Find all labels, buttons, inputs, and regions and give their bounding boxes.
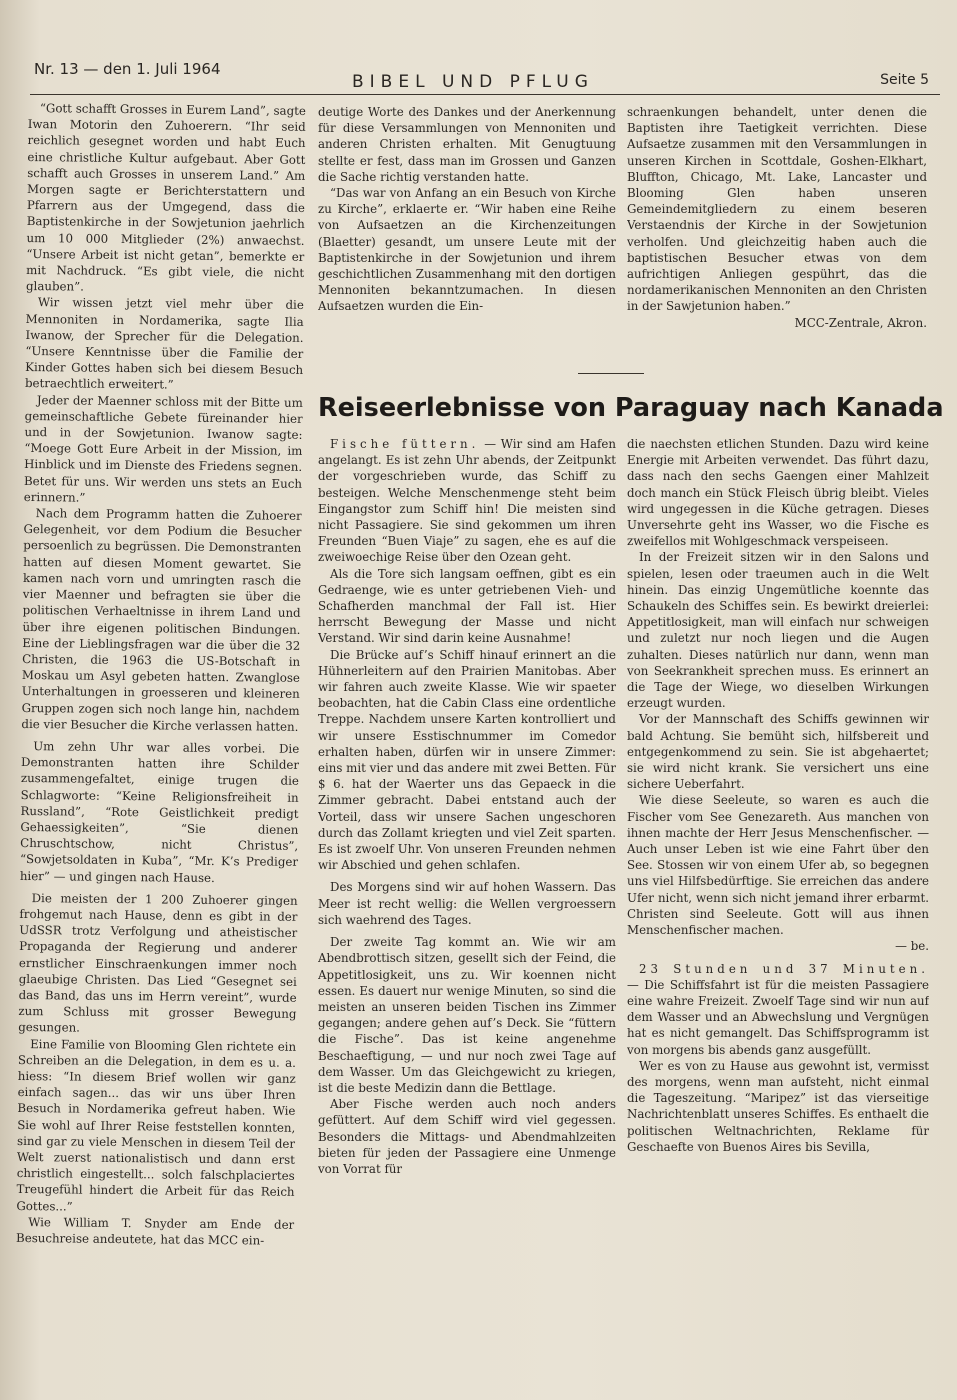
paragraph: Wer es von zu Hause aus gewohnt ist, vermisst des morgens, wenn man aufsteht, nicht einmal die Tageszeitung. “Maripez” ist das vierseitige Nachrichtenblatt unseres Schiffes. Es enthaelt die politischen Weltnachrichten, Reklame für Geschaefte von Buenos Aires bis Sevilla, — [627, 1058, 929, 1154]
article-separator — [578, 373, 644, 374]
page-number: Seite 5 — [880, 72, 929, 88]
paragraph: In der Freizeit sitzen wir in den Salons und spielen, lesen oder traeumen auch in die Welt hinein. Das einzig Ungemütliche koennte das Schaukeln des Schiffes sein. Es bewirkt dreierlei: Appetitlosigkeit, man will einfach nur schweigen und zuletzt nur noch liegen und die Augen zuhalten. Dieses natürlich nur dann, wenn man von Seekrankheit sprechen muss. Es erinnert an die Tage der Wiege, wo dieselben Wirkungen erzeugt wurden. — [627, 550, 929, 711]
article-headline: Reiseerlebnisse von Paraguay nach Kanada — [318, 393, 944, 423]
column-4 — [318, 436, 616, 1396]
newspaper-title: BIBEL UND PFLUG — [352, 72, 594, 92]
header-rule — [30, 94, 940, 95]
paragraph: Wie William T. Snyder am Ende der Besuchreise andeutete, hat das MCC ein- — [16, 1214, 295, 1248]
column-3 — [627, 104, 927, 364]
paragraph: Des Morgens sind wir auf hohen Wassern. Das Meer ist recht wellig: die Wellen vergroessern sich waehrend des Tages. — [318, 880, 616, 927]
column-1 — [14, 100, 306, 1398]
paragraph: Die meisten der 1 200 Zuhoerer gingen frohgemut nach Hause, denn es gibt in der UdSSR trotz Verfolgung und atheistischer Propaganda der Regierung und anderer ernstlicher Einschraenkungen immer noch glaeubige Christen. Das Lied “Gesegnet sei das Band, das uns im Herrn vereint”, wurde zum Schluss mit grosser Bewegung gesungen. — [18, 890, 298, 1035]
section-lead-text: — Die Schiffsfahrt ist für die meisten Passagiere eine wahre Freizeit. Zwoelf Tage sind wir nun auf dem Wasser und an Abwechslung und Vergnügen hat es nicht gemangelt. Das Schiffsprogramm ist von morgens bis abends ganz ausgefüllt. — [627, 977, 929, 1057]
paragraph — [627, 961, 929, 1058]
paragraph: schraenkungen behandelt, unter denen die Baptisten ihre Taetigkeit verrichten. Diese Aufsaetze zusammen mit den Versammlungen in unseren Kirchen in Scottdale, Goshen-Elkhart, Bluffton, Chicago, Mt. Lake, Lancaster und Blooming Glen haben unseren Gemeindemitgliedern zu einem beseren Verstaendnis der Kirche in der Sowjetunion verholfen. Und gleichzeitig haben auch die baptistischen Besucher etwas von dem aufrichtigen Anliegen gespührt, das die nordamerikanischen Mennoniten an den Christen in der Sawjetunion haben.” — [627, 105, 927, 314]
paragraph: Der zweite Tag kommt an. Wie wir am Abendbrottisch sitzen, gesellt sich der Feind, die Appetitlosigkeit, uns zu. Wir koennen nicht essen. Es dauert nur wenige Minuten, so sind die meisten an unseren beiden Tischen ins Zimmer gegangen; andere gehen auf’s Deck. Sie “füttern die Fische”. Das ist keine angenehme Beschaeftigung, — und nur noch zwei Tage auf dem Wasser. Um das Gleichgewicht zu kriegen, ist die beste Medizin dann die Bettlage. — [318, 935, 616, 1095]
paragraph — [318, 436, 616, 566]
paragraph: Wie diese Seeleute, so waren es auch die Fischer vom See Genezareth. Aus manchen von ihnen machte der Herr Jesus Menschenfischer. — Auch unser Leben ist wie eine Fahrt über den See. Stossen wir von einem Ufer ab, so begegnen uns viel Hilfsbedürftige. Sie erreichen das andere Ufer nicht, wenn sich nicht jemand ihrer erbarmt. Christen sind Seeleute. Gott will aus ihnen Menschenfischer machen. — [627, 793, 929, 938]
paragraph: deutige Worte des Dankes und der Anerkennung für diese Versammlungen von Mennoniten und anderen Christen erhalten. Mit Genugtuung stellte er fest, dass man im Grossen und Ganzen die Sache richtig verstanden hatte. — [318, 105, 616, 184]
paragraph: Aber Fische werden auch noch anders gefüttert. Auf dem Schiff wird viel gegessen. Besonders die Mittags- und Abendmahlzeiten bieten für jeden der Passagiere eine Unmenge von Vorrat für — [318, 1097, 616, 1176]
paragraph: Eine Familie von Blooming Glen richtete ein Schreiben an die Delegation, in dem es u. a. hiess: “In diesem Brief wollen wir ganz einfach sagen... das wir uns über Ihren Besuch in Nordamerika gefreut haben. Wie Sie wohl auf Ihrer Reise feststellen konnten, sind gar zu viele Menschen in diesem Teil der Welt zuerst nationalistisch und dann erst christlich eingestellt... solch falschplaciertes Treugefühl hindert die Arbeit für das Reich Gottes...” — [16, 1036, 297, 1214]
paragraph: “Das war von Anfang an ein Besuch von Kirche zu Kirche”, erklaerte er. “Wir haben eine Reihe von Aufsaetzen an die Kirchenzeitungen (Blaetter) gesandt, um unsere Leute mit der Baptistenkirche in der Sowjetunion und ihrem geschichtlichen Zusammenhang mit den dortigen Mennoniten bekanntzumachen. In diesen Aufsaetzen wurden die Ein- — [318, 186, 616, 314]
article-signature: — be. — [895, 939, 929, 954]
section-lead: Fische füttern. — [330, 437, 480, 451]
paragraph: Die Brücke auf’s Schiff hinauf erinnert an die Hühnerleitern auf den Prairien Manitobas. Aber wir fahren auch zweite Klasse. Wie wir spaeter beobachten, hat die Cabin Class eine ordentliche Treppe. Nachdem unsere Karten kontrolliert und wir unsere Esstischnummer im Comedor erhalten haben, dürfen wir in unsere Zimmer: eins mit vier und das andere mit zwei Betten. Für $ 6. hat der Waerter uns das Gepaeck in die Zimmer gebracht. Dabei entstand auch der Vorteil, dass wir unsere Sachen ungeschoren durch das Zollamt kriegten und viel Zeit sparten. Es ist zwoelf Uhr. Von unseren Freunden nehmen wir Abschied und gehen schlafen. — [318, 647, 616, 873]
section-lead-text: — Wir sind am Hafen angelangt. Es ist zehn Uhr abends, der Zeitpunkt der vorgeschrieben wurde, das Schiff zu besteigen. Welche Menschenmenge steht beim Eingangstor zum Schiff hin! Die meisten sind nicht Passagiere. Sie sind gekommen um ihren Freunden “Buen Viaje” zu sagen, ehe es auf die zweiwoechige Reise über den Ozean geht. — [318, 437, 616, 565]
page-header — [0, 60, 957, 96]
paragraph: Um zehn Uhr war alles vorbei. Die Demonstranten hatten ihre Schilder zusammengefaltet, einige trugen die Schlagworte: “Keine Religionsfreiheit in Russland”, “Rote Geistlichkeit predigt Gehaessigkeiten”, “Sie dienen Chruschtschow, nicht Christus”, “Sowjetsoldaten in Kuba”, “Mr. K’s Prediger hier” — und gingen nach Hause. — [19, 739, 300, 885]
article-signature: MCC-Zentrale, Akron. — [794, 315, 927, 330]
paragraph: Vor der Mannschaft des Schiffs gewinnen wir bald Achtung. Sie bemüht sich, hilfsbereit und entgegenkommend zu sein. Sie ist abgehaertet; sie wird nicht krank. Sie versichert uns eine sichere Ueberfahrt. — [627, 712, 929, 792]
paragraph: “Gott schafft Grosses in Eurem Land”, sagte Iwan Motorin den Zuhoerern. “Ihr seid reichlich gesegnet worden und habt Euch eine christliche Kultur aufgebaut. Aber Gott schafft auch Grosses in unserem Land.” Am Morgen sagte er Berichterstattern und Pfarrern aus der Umgegend, dass die Baptistenkirche in der Sowjetunion jaehrlich um 10 000 Mitglieder (2%) anwaechst. “Unsere Arbeit ist nicht getan”, bemerkte er mit Nachdruck. “Es gibt viele, die nicht glauben”. — [25, 101, 306, 294]
paragraph: Jeder der Maenner schloss mit der Bitte um gemeinschaftliche Gebete füreinander hier und in der Sowjetunion. Iwanow sagte: “Moege Gott Eure Arbeit in der Mission, im Hinblick und im Dienste des Friedens segnen. Betet für uns. Wir werden uns stets an Euch erinnern.” — [23, 392, 303, 505]
section-lead: 23 Stunden und 37 Minuten. — [639, 961, 929, 976]
paragraph: Nach dem Programm hatten die Zuhoerer Gelegenheit, vor dem Podium die Besucher persoenlich zu begrüssen. Die Demonstranten hatten auf diesen Moment gewartet. Sie kamen nach vorn und umringten rasch die vier Maenner und befragten sie über die politischen Verhaeltnisse in ihrem Land und über ihre eigenen politischen Bindungen. Eine der Lieblingsfragen war die über die 32 Christen, die 1963 die US-Botschaft in Moskau um Asyl gebeten hatten. Zwanglose Unterhaltungen in groesseren und kleineren Gruppen zogen sich noch lange hin, nachdem die vier Besucher die Kirche verlassen hatten. — [21, 506, 302, 734]
paragraph: Als die Tore sich langsam oeffnen, gibt es ein Gedraenge, wie es unter getriebenen Vieh- und Schafherden manchmal der Fall ist. Hier herrscht Bewegung der Masse und nicht Verstand. Wir sind darin keine Ausnahme! — [318, 566, 616, 646]
issue-date: Nr. 13 — den 1. Juli 1964 — [34, 60, 221, 78]
paragraph: Wir wissen jetzt viel mehr über die Mennoniten in Nordamerika, sagte Ilia Iwanow, der Sprecher für die Delegation. “Unsere Kenntnisse über die Familie der Kinder Gottes haben sich bei diesem Besuch betraechtlich erweitert.” — [24, 295, 304, 392]
column-2 — [318, 104, 616, 364]
paragraph: die naechsten etlichen Stunden. Dazu wird keine Energie mit Arbeiten verwendet. Das führt dazu, dass nach den sechs Gaengen einer Mahlzeit doch manch ein Stück Fleisch übrig bleibt. Vieles wird ungegessen in die Küche getragen. Dieses Unversehrte geht ins Wasser, wo die Fische es zweifellos mit Wohlgeschmack verspeiseen. — [627, 437, 929, 549]
column-5 — [627, 436, 929, 1396]
